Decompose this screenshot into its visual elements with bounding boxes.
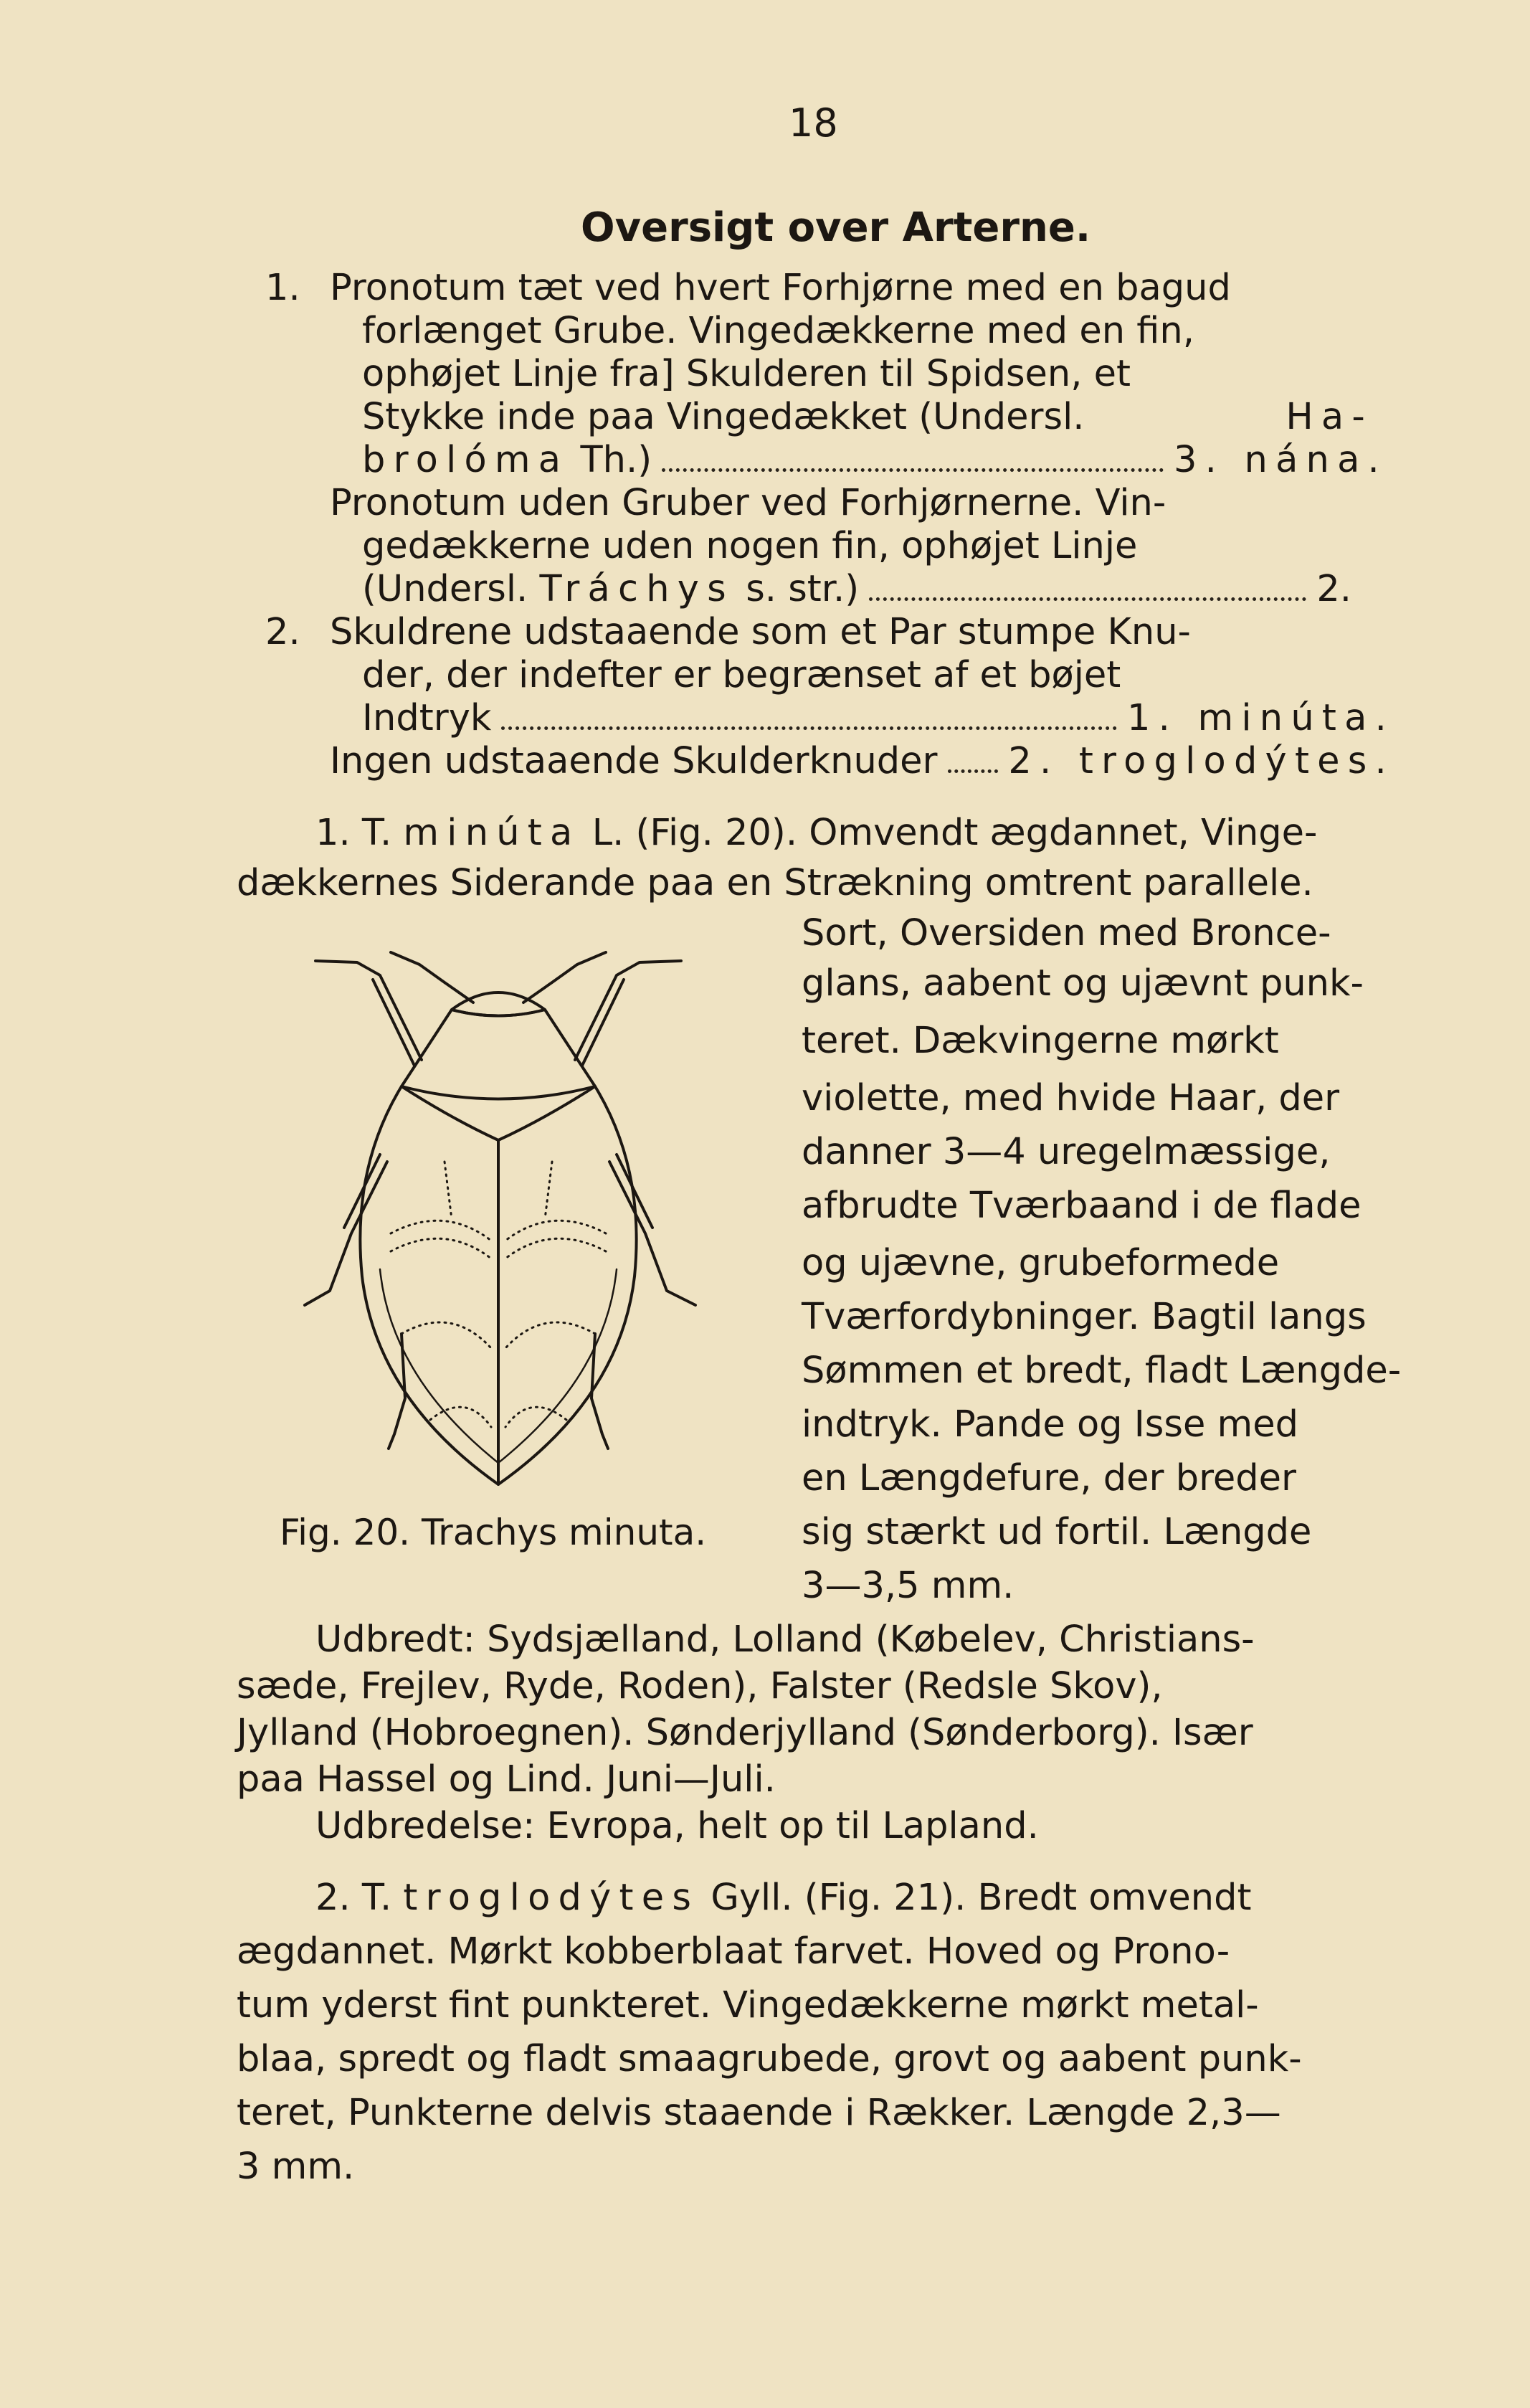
key-couplet-2-number: 2. (265, 611, 300, 653)
key-result: 2. troglodýtes. (1008, 740, 1394, 782)
description-line: Sømmen et bredt, fladt Længde- (802, 1350, 1402, 1392)
antenna-right (523, 952, 606, 1002)
key-couplet-2b-lead-line (330, 739, 1394, 785)
description-line: glans, aabent og ujævnt punk- (802, 962, 1364, 1005)
species-2-text-line: ægdannet. Mørkt kobberblaat farvet. Hoved og Prono- (237, 1930, 1230, 1973)
description-line: afbrudte Tværbaand i de flade (802, 1185, 1362, 1227)
species-2-heading (315, 1875, 1251, 1921)
key-result: 2. (1316, 568, 1351, 610)
species-1-heading (315, 810, 1317, 856)
genus-name: brolóma (362, 439, 569, 481)
key-couplet-1-line (362, 394, 1373, 440)
key-text: Stykke inde paa Vingedækket (Undersl. (362, 396, 1085, 438)
key-result: 1. minúta. (1126, 697, 1394, 739)
description-line: violette, med hvide Haar, der (802, 1077, 1340, 1119)
distribution-line: sæde, Frejlev, Ryde, Roden), Falster (Redsle Skov), (237, 1665, 1163, 1707)
figure-caption: Fig. 20. Trachys minuta. (280, 1512, 707, 1553)
leg-hind-left (389, 1334, 405, 1449)
leg-mid-left (305, 1162, 387, 1305)
leg-mid-right (609, 1162, 695, 1305)
species-2-text-line: teret, Punkterne delvis staaende i Rækker. Længde 2,3— (237, 2092, 1281, 2134)
distribution-line: Udbredt: Sydsjælland, Lolland (Købelev, Christians- (315, 1618, 1255, 1661)
species-name: troglodýtes (403, 1877, 700, 1919)
description-line: teret. Dækvingerne mørkt (802, 1020, 1279, 1062)
species-number: 1. T. (315, 812, 392, 854)
description-line: og ujævne, grubeformede (802, 1242, 1280, 1284)
key-couplet-1-number: 1. (265, 267, 300, 309)
species-number: 2. T. (315, 1877, 392, 1919)
dot-leader (869, 567, 1306, 601)
leg-hind-right (591, 1334, 608, 1449)
dot-leader (501, 696, 1117, 730)
key-text: (Undersl. (362, 568, 528, 610)
description-line: danner 3—4 uregelmæssige, (802, 1131, 1331, 1173)
key-couplet-1-line: forlænget Grube. Vingedækkerne med en fin, (362, 310, 1194, 352)
description-line: Sort, Oversiden med Bronce- (802, 912, 1331, 954)
species-heading-text: L. (Fig. 20). Omvendt ægdannet, Vinge- (591, 812, 1318, 854)
species-1-text-line: dækkernes Siderande paa en Strækning omtrent parallele. (237, 862, 1313, 904)
description-line: indtryk. Pande og Isse med (802, 1403, 1298, 1446)
species-2-text-line: 3 mm. (237, 2146, 355, 2188)
species-heading-text: Gyll. (Fig. 21). Bredt omvendt (711, 1877, 1252, 1919)
description-line: en Længdefure, der breder (802, 1457, 1297, 1499)
key-couplet-1-line: ophøjet Linje fra] Skulderen til Spidsen, et (362, 353, 1131, 395)
key-text: s. str.) (746, 568, 860, 610)
key-result: 3. nána. (1174, 439, 1387, 481)
species-2-text-line: blaa, spredt og fladt smaagrubede, grovt og aabent punk- (237, 2038, 1302, 2080)
key-couplet-2-line: der, der indefter er begrænset af et bøjet (362, 654, 1121, 696)
key-couplet-2-lead-line (362, 696, 1394, 741)
range-line: Udbredelse: Evropa, helt op til Lapland. (315, 1805, 1039, 1847)
antenna-left (391, 952, 473, 1002)
author-name: Th.) (580, 439, 652, 481)
genus-name: Ha- (1286, 396, 1373, 438)
description-line: sig stærkt ud fortil. Længde (802, 1511, 1312, 1553)
distribution-line: paa Hassel og Lind. Juni—Juli. (237, 1758, 776, 1801)
page-title: Oversigt over Arterne. (581, 204, 1091, 251)
genus-name: Tráchys (539, 568, 734, 610)
key-couplet-1-line: Pronotum tæt ved hvert Forhjørne med en bagud (330, 267, 1231, 309)
pronotum (401, 1010, 595, 1099)
key-couplet-1b-line: Pronotum uden Gruber ved Forhjørnerne. Vin- (330, 482, 1166, 524)
page-number: 18 (789, 100, 838, 146)
dot-leader (948, 739, 999, 773)
distribution-line: Jylland (Hobroegnen). Sønderjylland (Sønderborg). Især (237, 1712, 1253, 1754)
key-text: Ingen udstaaende Skulderknuder (330, 740, 938, 782)
key-couplet-1-lead-line (362, 437, 1387, 483)
key-couplet-2-line: Skuldrene udstaaende som et Par stumpe Knu- (330, 611, 1191, 653)
description-line: 3—3,5 mm. (802, 1565, 1015, 1607)
key-couplet-1b-line: gedækkerne uden nogen fin, ophøjet Linje (362, 525, 1138, 567)
key-couplet-1b-lead-line (362, 567, 1351, 612)
species-name: minúta (403, 812, 581, 854)
dot-leader (662, 437, 1164, 472)
species-2-text-line: tum yderst fint punkteret. Vingedækkerne mørkt metal- (237, 1984, 1259, 2027)
key-text: Indtryk (362, 697, 492, 739)
beetle-figure (237, 932, 774, 1506)
description-line: Tværfordybninger. Bagtil langs (802, 1296, 1367, 1338)
